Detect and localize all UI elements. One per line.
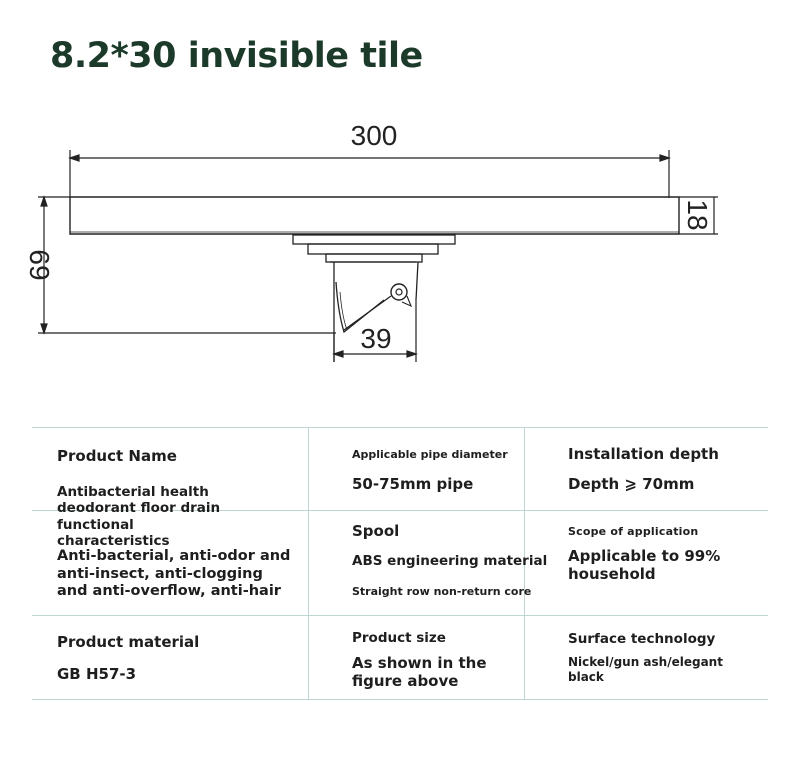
height-dimension-label: 69 bbox=[24, 249, 55, 281]
spool-core: Straight row non-return core bbox=[352, 585, 532, 598]
spool-label: Spool bbox=[352, 522, 400, 540]
installation-depth-value: Depth ⩾ 70mm bbox=[568, 475, 695, 493]
valve-hinge bbox=[391, 284, 407, 300]
surface-technology-value: Nickel/gun ash/elegant black bbox=[568, 655, 723, 684]
thickness-dimension-label: 18 bbox=[682, 199, 713, 231]
drain-flange-top bbox=[293, 235, 455, 244]
drain-flange-mid bbox=[308, 244, 438, 254]
surface-technology-label: Surface technology bbox=[568, 631, 716, 647]
spec-divider-col1 bbox=[308, 427, 309, 699]
width-dimension-label: 300 bbox=[350, 120, 398, 151]
drain-collar bbox=[326, 254, 422, 262]
product-material-label: Product material bbox=[57, 633, 200, 651]
product-features: Anti-bacterial, anti-odor and anti-insect, anti-clogging and anti-overflow, anti-hair bbox=[57, 548, 291, 600]
spec-divider-top bbox=[32, 427, 768, 428]
page-title: 8.2*30 invisible tile bbox=[50, 36, 423, 76]
product-material-value: GB H57-3 bbox=[57, 665, 137, 683]
product-name-label: Product Name bbox=[57, 447, 177, 465]
pipe-diameter-label: Applicable pipe diameter bbox=[352, 448, 508, 461]
outlet-dimension-label: 39 bbox=[360, 323, 392, 354]
product-size-value: As shown in the figure above bbox=[352, 654, 487, 691]
spec-table bbox=[32, 423, 768, 703]
spec-divider-bottom bbox=[32, 699, 768, 700]
product-name-value: Antibacterial health deodorant floor drain functional characteristics bbox=[57, 484, 221, 550]
product-size-label: Product size bbox=[352, 630, 446, 646]
scope-label: Scope of application bbox=[568, 525, 699, 538]
spec-divider-row2 bbox=[32, 615, 768, 616]
spool-value: ABS engineering material bbox=[352, 553, 548, 569]
installation-depth-label: Installation depth bbox=[568, 445, 719, 463]
pipe-diameter-value: 50-75mm pipe bbox=[352, 475, 474, 493]
tile-plate bbox=[70, 197, 679, 234]
scope-value: Applicable to 99% household bbox=[568, 547, 721, 584]
